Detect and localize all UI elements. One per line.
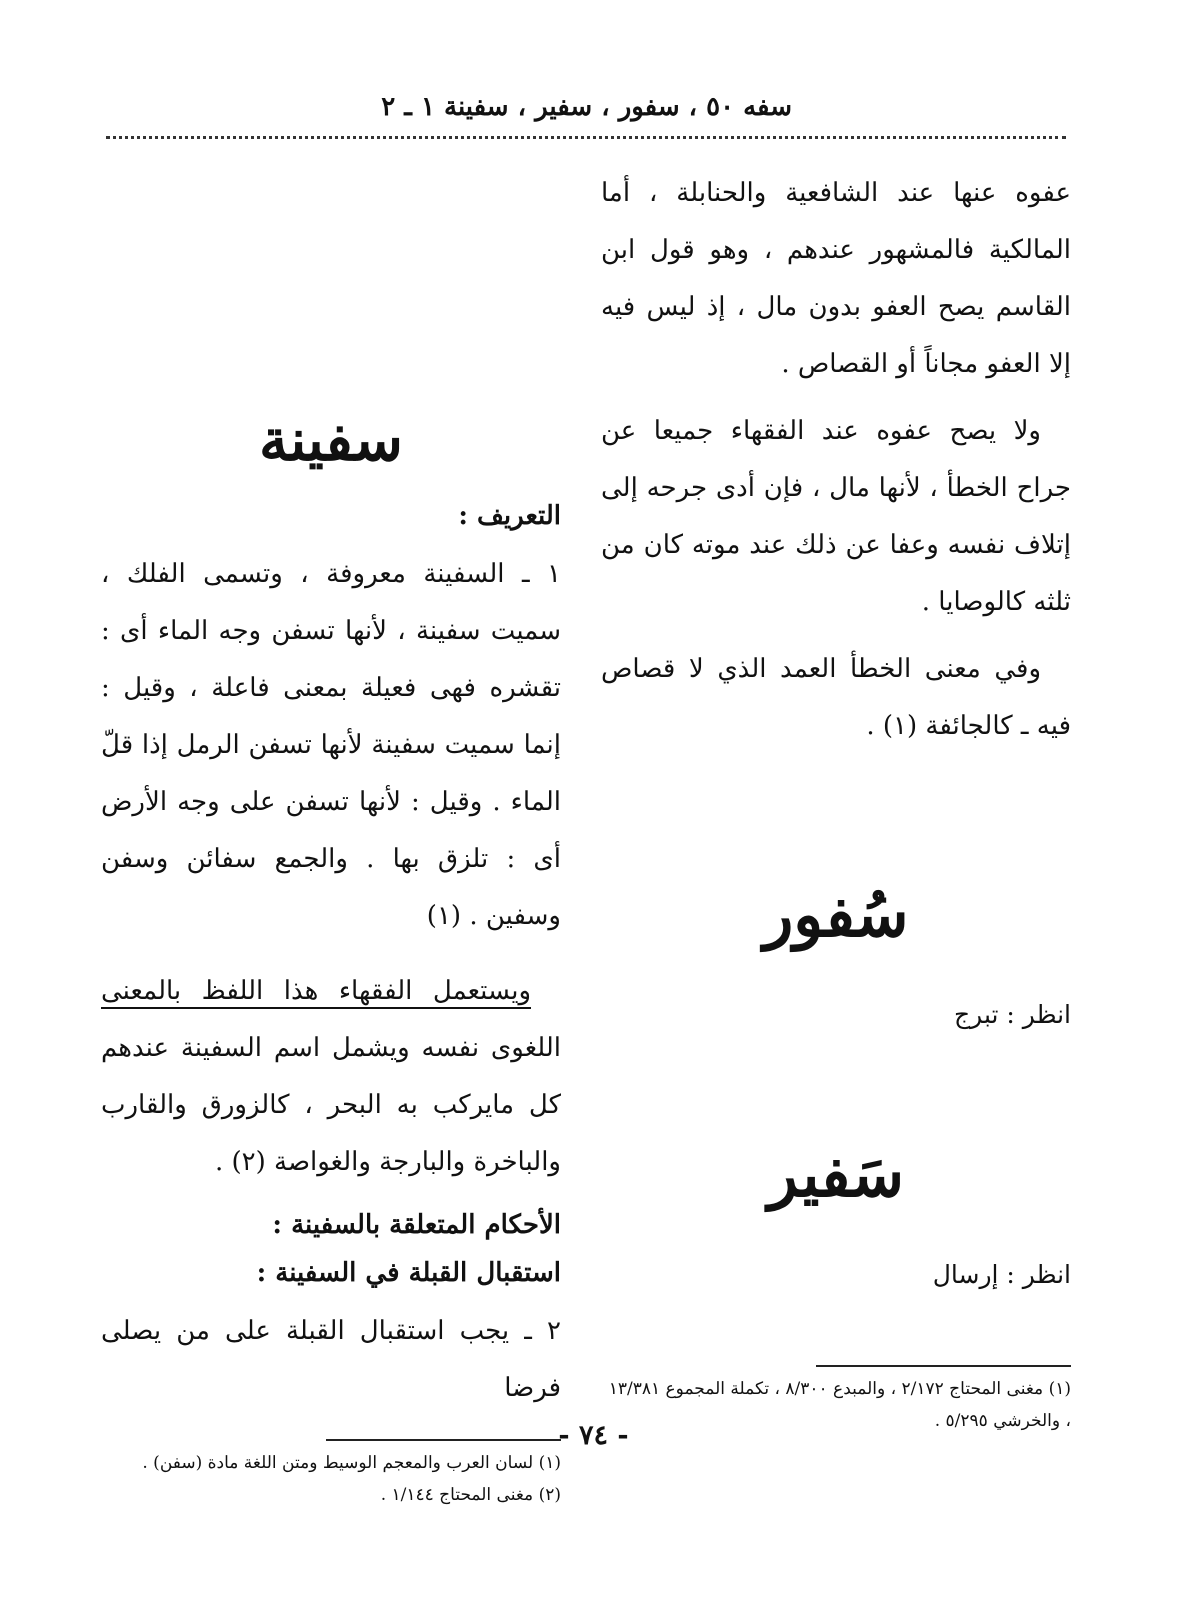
footnote-left-2: (٢) مغنى المحتاج ١/١٤٤ . <box>380 1485 561 1505</box>
spacer <box>601 755 1071 875</box>
entry-heading-safir: سَفير <box>767 1138 905 1211</box>
right-paragraph-1: عفوه عنها عند الشافعية والحنابلة ، أما المالكية فالمشهور عندهم ، وهو قول ابن القاسم يصح العفو بدون مال ، إذ ليس فيه إلا العفو مجاناً أو القصاص . <box>601 178 1071 379</box>
right-column <box>601 165 1071 1437</box>
header-dotted-rule <box>106 136 1066 139</box>
left-paragraph-3: ٢ ـ يجب استقبال القبلة على من يصلى فرضا <box>101 1316 561 1403</box>
footnote-rule-right <box>816 1365 1071 1367</box>
entry-heading-sufur: سُفور <box>763 878 909 951</box>
running-header: سفه ٥٠ ، سفور ، سفير ، سفينة ١ ـ ٢ <box>381 92 792 122</box>
footnote-left-1: (١) لسان العرب والمعجم الوسيط ومتن اللغة مادة (سفن) . <box>142 1453 561 1473</box>
footnote-right-1: (١) مغنى المحتاج ٢/١٧٢ ، والمبدع ٨/٣٠٠ ، تكملة المجموع ١٣/٣٨١ ، والخرشي ٥/٢٩٥ . <box>608 1379 1071 1431</box>
left-paragraph-1: ١ ـ السفينة معروفة ، وتسمى الفلك ، سميت سفينة ، لأنها تسفن وجه الماء أى : تقشره فهى فعيلة بمعنى فاعلة ، وقيل : إنما سميت سفينة لأنها تسفن الرمل إذا قلّ الماء . وقيل : لأنها تسفن على وجه الأرض أى : تلزق بها . والجمع سفائن وسفن وسفين . (١) <box>101 559 561 931</box>
left-paragraph-2-rest: اللغوى نفسه ويشمل اسم السفينة عندهم كل مايركب به البحر ، كالزورق والقارب والباخرة والبارجة والغواصة (٢) . <box>101 1033 561 1177</box>
cross-reference-sufur: انظر : تبرج <box>954 1000 1071 1029</box>
page-number: - ٧٤ - <box>558 1420 629 1451</box>
subheading-qibla: استقبال القبلة في السفينة : <box>256 1258 561 1288</box>
subheading-rulings: الأحكام المتعلقة بالسفينة : <box>272 1210 561 1240</box>
right-paragraph-2: ولا يصح عفوه عند الفقهاء جميعا عن جراح الخطأ ، لأنها مال ، فإن أدى جرحه إلى إتلاف نفسه وعفا عن ذلك عند موته كان من ثلثه كالوصايا . <box>601 416 1071 617</box>
underlined-phrase: ويستعمل الفقهاء هذا اللفظ بالمعنى <box>101 976 531 1006</box>
left-paragraph-2 <box>101 963 561 1191</box>
left-column <box>101 165 561 1511</box>
subheading-definition: التعريف : <box>458 501 561 531</box>
cross-reference-safir: انظر : إرسال <box>932 1260 1071 1289</box>
entry-heading-safina: سفينة <box>258 406 404 474</box>
right-paragraph-3: وفي معنى الخطأ العمد الذي لا قصاص فيه ـ كالجائفة (١) . <box>601 654 1071 741</box>
